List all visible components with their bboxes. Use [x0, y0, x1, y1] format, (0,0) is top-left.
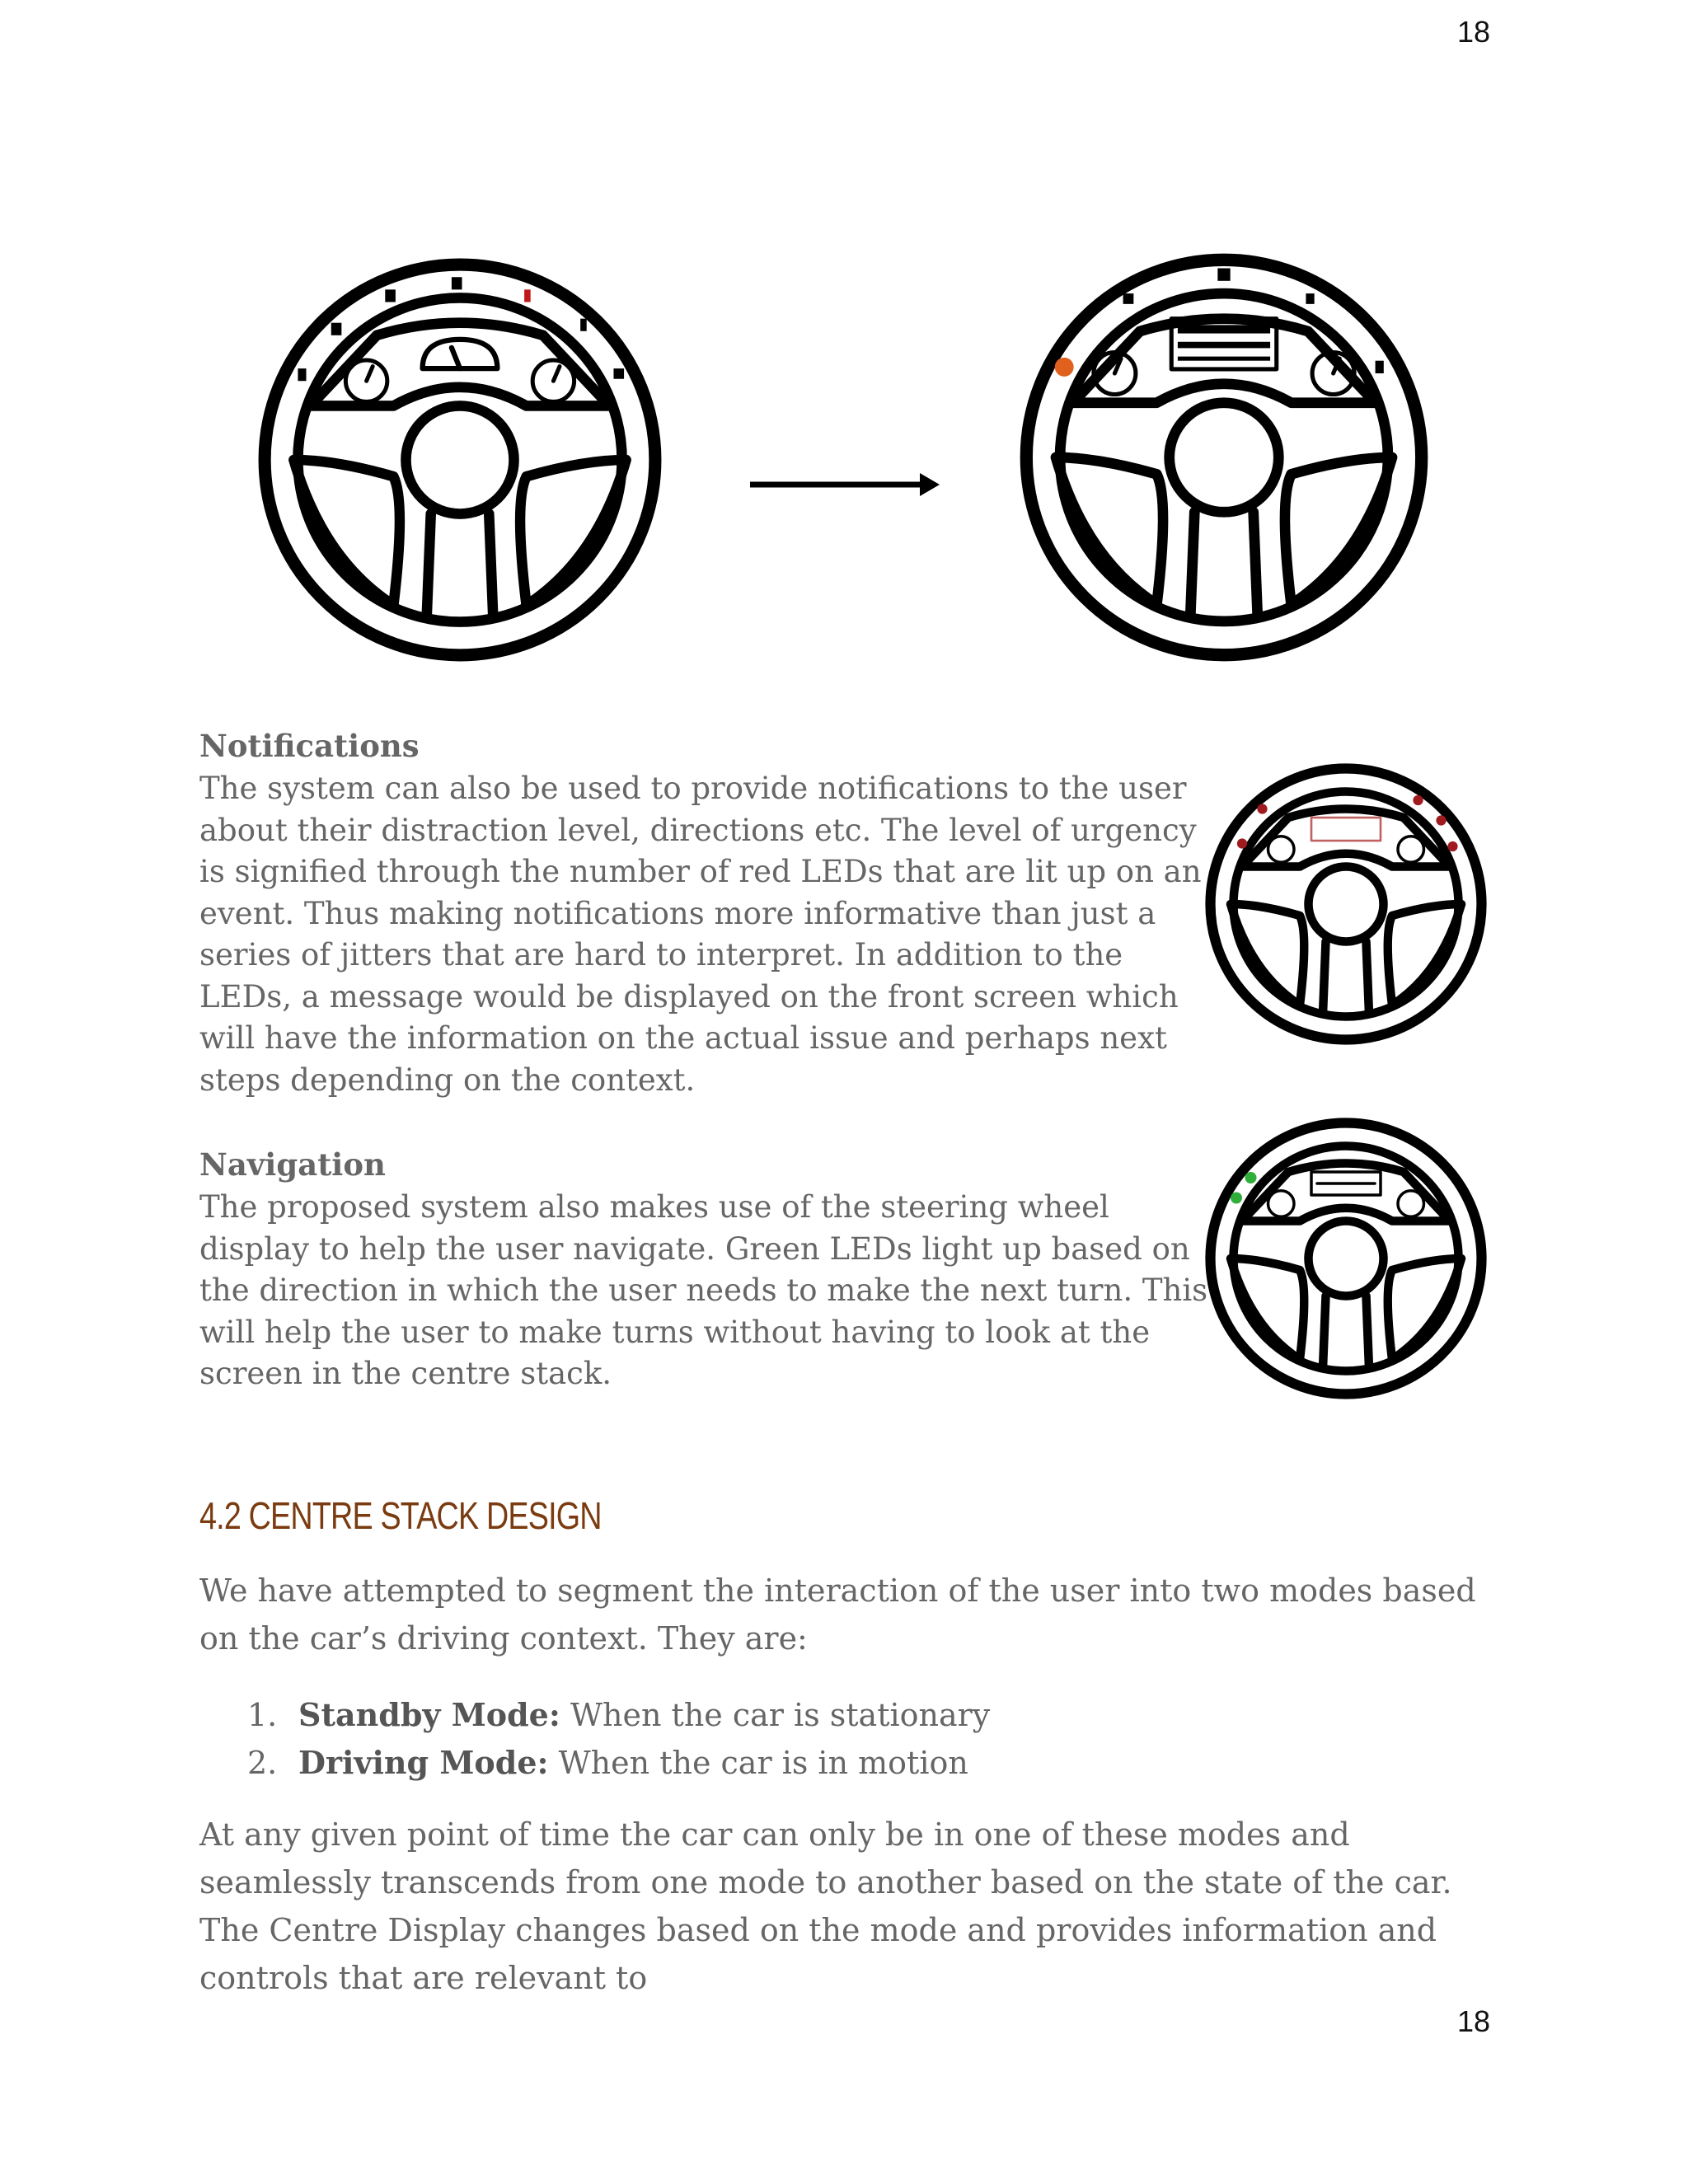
navigation-text: The proposed system also makes use of the steering wheel display to help the user navigate. Green LEDs light up based on the direction in which the user needs to make the next turn. This will help the user to make turns without having to look at the screen in the centre stack. — [199, 1189, 1208, 1391]
mode-description: When the car is stationary — [560, 1697, 991, 1733]
steering-wheel-after-figure — [1014, 247, 1434, 668]
steering-wheel-before-figure — [252, 252, 668, 668]
steering-wheel-notification-figure — [1202, 760, 1490, 1048]
transition-arrow — [748, 466, 941, 503]
mode-name: Standby Mode: — [298, 1696, 560, 1733]
steering-wheel-navigation-figure — [1202, 1114, 1490, 1403]
list-item — [199, 1739, 1485, 1787]
list-item — [199, 1691, 1485, 1739]
list-number: 1. — [247, 1697, 278, 1733]
page-number-top: 18 — [1456, 15, 1490, 49]
mode-name: Driving Mode: — [298, 1744, 549, 1781]
modes-list — [199, 1691, 1485, 1787]
closing-paragraph: At any given point of time the car can only be in one of these modes and seamlessly transcends from one mode to another based on the state of the car. The Centre Display changes based on the mode and provides information and controls that are relevant to — [199, 1816, 1452, 1996]
mode-description: When the car is in motion — [548, 1745, 968, 1781]
section-heading: 4.2 CENTRE STACK DESIGN — [199, 1494, 602, 1537]
list-number: 2. — [247, 1745, 278, 1781]
intro-paragraph: We have attempted to segment the interaction of the user into two modes based on the car’s driving context. They are: — [199, 1572, 1476, 1657]
notifications-text: The system can also be used to provide notifications to the user about their distraction level, directions etc. The level of urgency is signified through the number of red LEDs that are lit up on an event. Thus making notifications more informative than just a series of jitters that are hard to interpret. In addition to the LEDs, a message would be displayed on the front screen which will have the information on the actual issue and perhaps next steps depending on the context. — [199, 771, 1202, 1098]
page-number-bottom: 18 — [1456, 2004, 1490, 2038]
navigation-title: Navigation — [199, 1146, 386, 1183]
notifications-title: Notifications — [199, 728, 420, 764]
